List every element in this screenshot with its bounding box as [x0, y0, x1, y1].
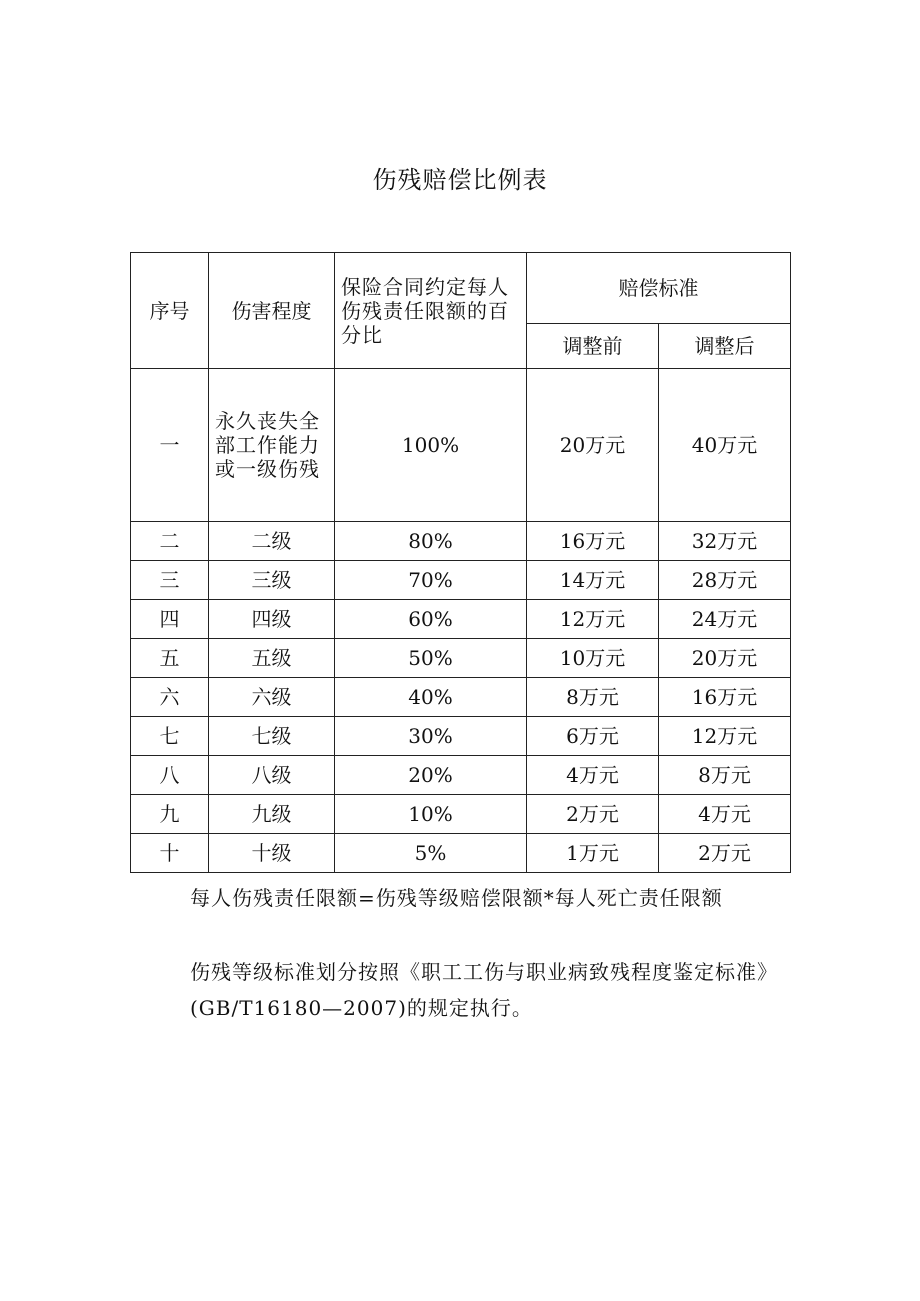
- header-percent: 保险合同约定每人伤残责任限额的百分比: [335, 253, 527, 369]
- cell-degree: 十级: [209, 834, 335, 873]
- cell-seq: 九: [131, 795, 209, 834]
- table-row: [131, 600, 791, 639]
- header-standard: 赔偿标准: [527, 253, 791, 324]
- cell-degree: 六级: [209, 678, 335, 717]
- cell-seq: 十: [131, 834, 209, 873]
- cell-percent: 60%: [335, 600, 527, 639]
- cell-seq: 二: [131, 522, 209, 561]
- header-seq: 序号: [131, 253, 209, 369]
- cell-percent: 10%: [335, 795, 527, 834]
- formula-note: [130, 880, 780, 916]
- cell-percent: 80%: [335, 522, 527, 561]
- cell-degree: 二级: [209, 522, 335, 561]
- standard-reference-note: [130, 954, 780, 1026]
- standard-reference-text: 伤残等级标准划分按照《职工工伤与职业病致残程度鉴定标准》(GB/T16180—2007)的规定执行。: [190, 960, 778, 1020]
- header-after: 调整后: [659, 324, 791, 369]
- cell-after: 16万元: [659, 678, 791, 717]
- cell-after: 28万元: [659, 561, 791, 600]
- cell-degree: 五级: [209, 639, 335, 678]
- compensation-table: [130, 252, 791, 873]
- cell-degree: 三级: [209, 561, 335, 600]
- cell-seq: 七: [131, 717, 209, 756]
- cell-seq: 八: [131, 756, 209, 795]
- table-row: [131, 639, 791, 678]
- cell-before: 20万元: [527, 369, 659, 522]
- page-title: 伤残赔偿比例表: [372, 166, 548, 194]
- cell-seq: 四: [131, 600, 209, 639]
- header-degree: 伤害程度: [209, 253, 335, 369]
- cell-percent: 5%: [335, 834, 527, 873]
- formula-text: 每人伤残责任限额=伤残等级赔偿限额*每人死亡责任限额: [190, 886, 723, 910]
- cell-seq: 五: [131, 639, 209, 678]
- table-row: [131, 678, 791, 717]
- cell-degree: 永久丧失全部工作能力或一级伤残: [209, 369, 335, 522]
- cell-after: 8万元: [659, 756, 791, 795]
- cell-degree: 四级: [209, 600, 335, 639]
- cell-after: 20万元: [659, 639, 791, 678]
- header-before: 调整前: [527, 324, 659, 369]
- cell-percent: 70%: [335, 561, 527, 600]
- table-row: [131, 717, 791, 756]
- cell-degree: 七级: [209, 717, 335, 756]
- cell-percent: 100%: [335, 369, 527, 522]
- table-row: [131, 756, 791, 795]
- cell-degree: 九级: [209, 795, 335, 834]
- cell-percent: 40%: [335, 678, 527, 717]
- table-row: [131, 522, 791, 561]
- cell-before: 14万元: [527, 561, 659, 600]
- cell-percent: 30%: [335, 717, 527, 756]
- cell-after: 2万元: [659, 834, 791, 873]
- cell-before: 12万元: [527, 600, 659, 639]
- cell-seq: 六: [131, 678, 209, 717]
- cell-before: 2万元: [527, 795, 659, 834]
- cell-after: 12万元: [659, 717, 791, 756]
- table-header-row: [131, 253, 791, 324]
- cell-after: 4万元: [659, 795, 791, 834]
- cell-after: 40万元: [659, 369, 791, 522]
- cell-seq: 三: [131, 561, 209, 600]
- cell-after: 32万元: [659, 522, 791, 561]
- cell-seq: 一: [131, 369, 209, 522]
- cell-before: 8万元: [527, 678, 659, 717]
- cell-percent: 50%: [335, 639, 527, 678]
- cell-before: 4万元: [527, 756, 659, 795]
- cell-percent: 20%: [335, 756, 527, 795]
- cell-before: 16万元: [527, 522, 659, 561]
- cell-before: 6万元: [527, 717, 659, 756]
- table-row: [131, 561, 791, 600]
- table-row: [131, 834, 791, 873]
- cell-after: 24万元: [659, 600, 791, 639]
- table-row: [131, 369, 791, 522]
- cell-before: 1万元: [527, 834, 659, 873]
- cell-before: 10万元: [527, 639, 659, 678]
- table-row: [131, 795, 791, 834]
- cell-degree: 八级: [209, 756, 335, 795]
